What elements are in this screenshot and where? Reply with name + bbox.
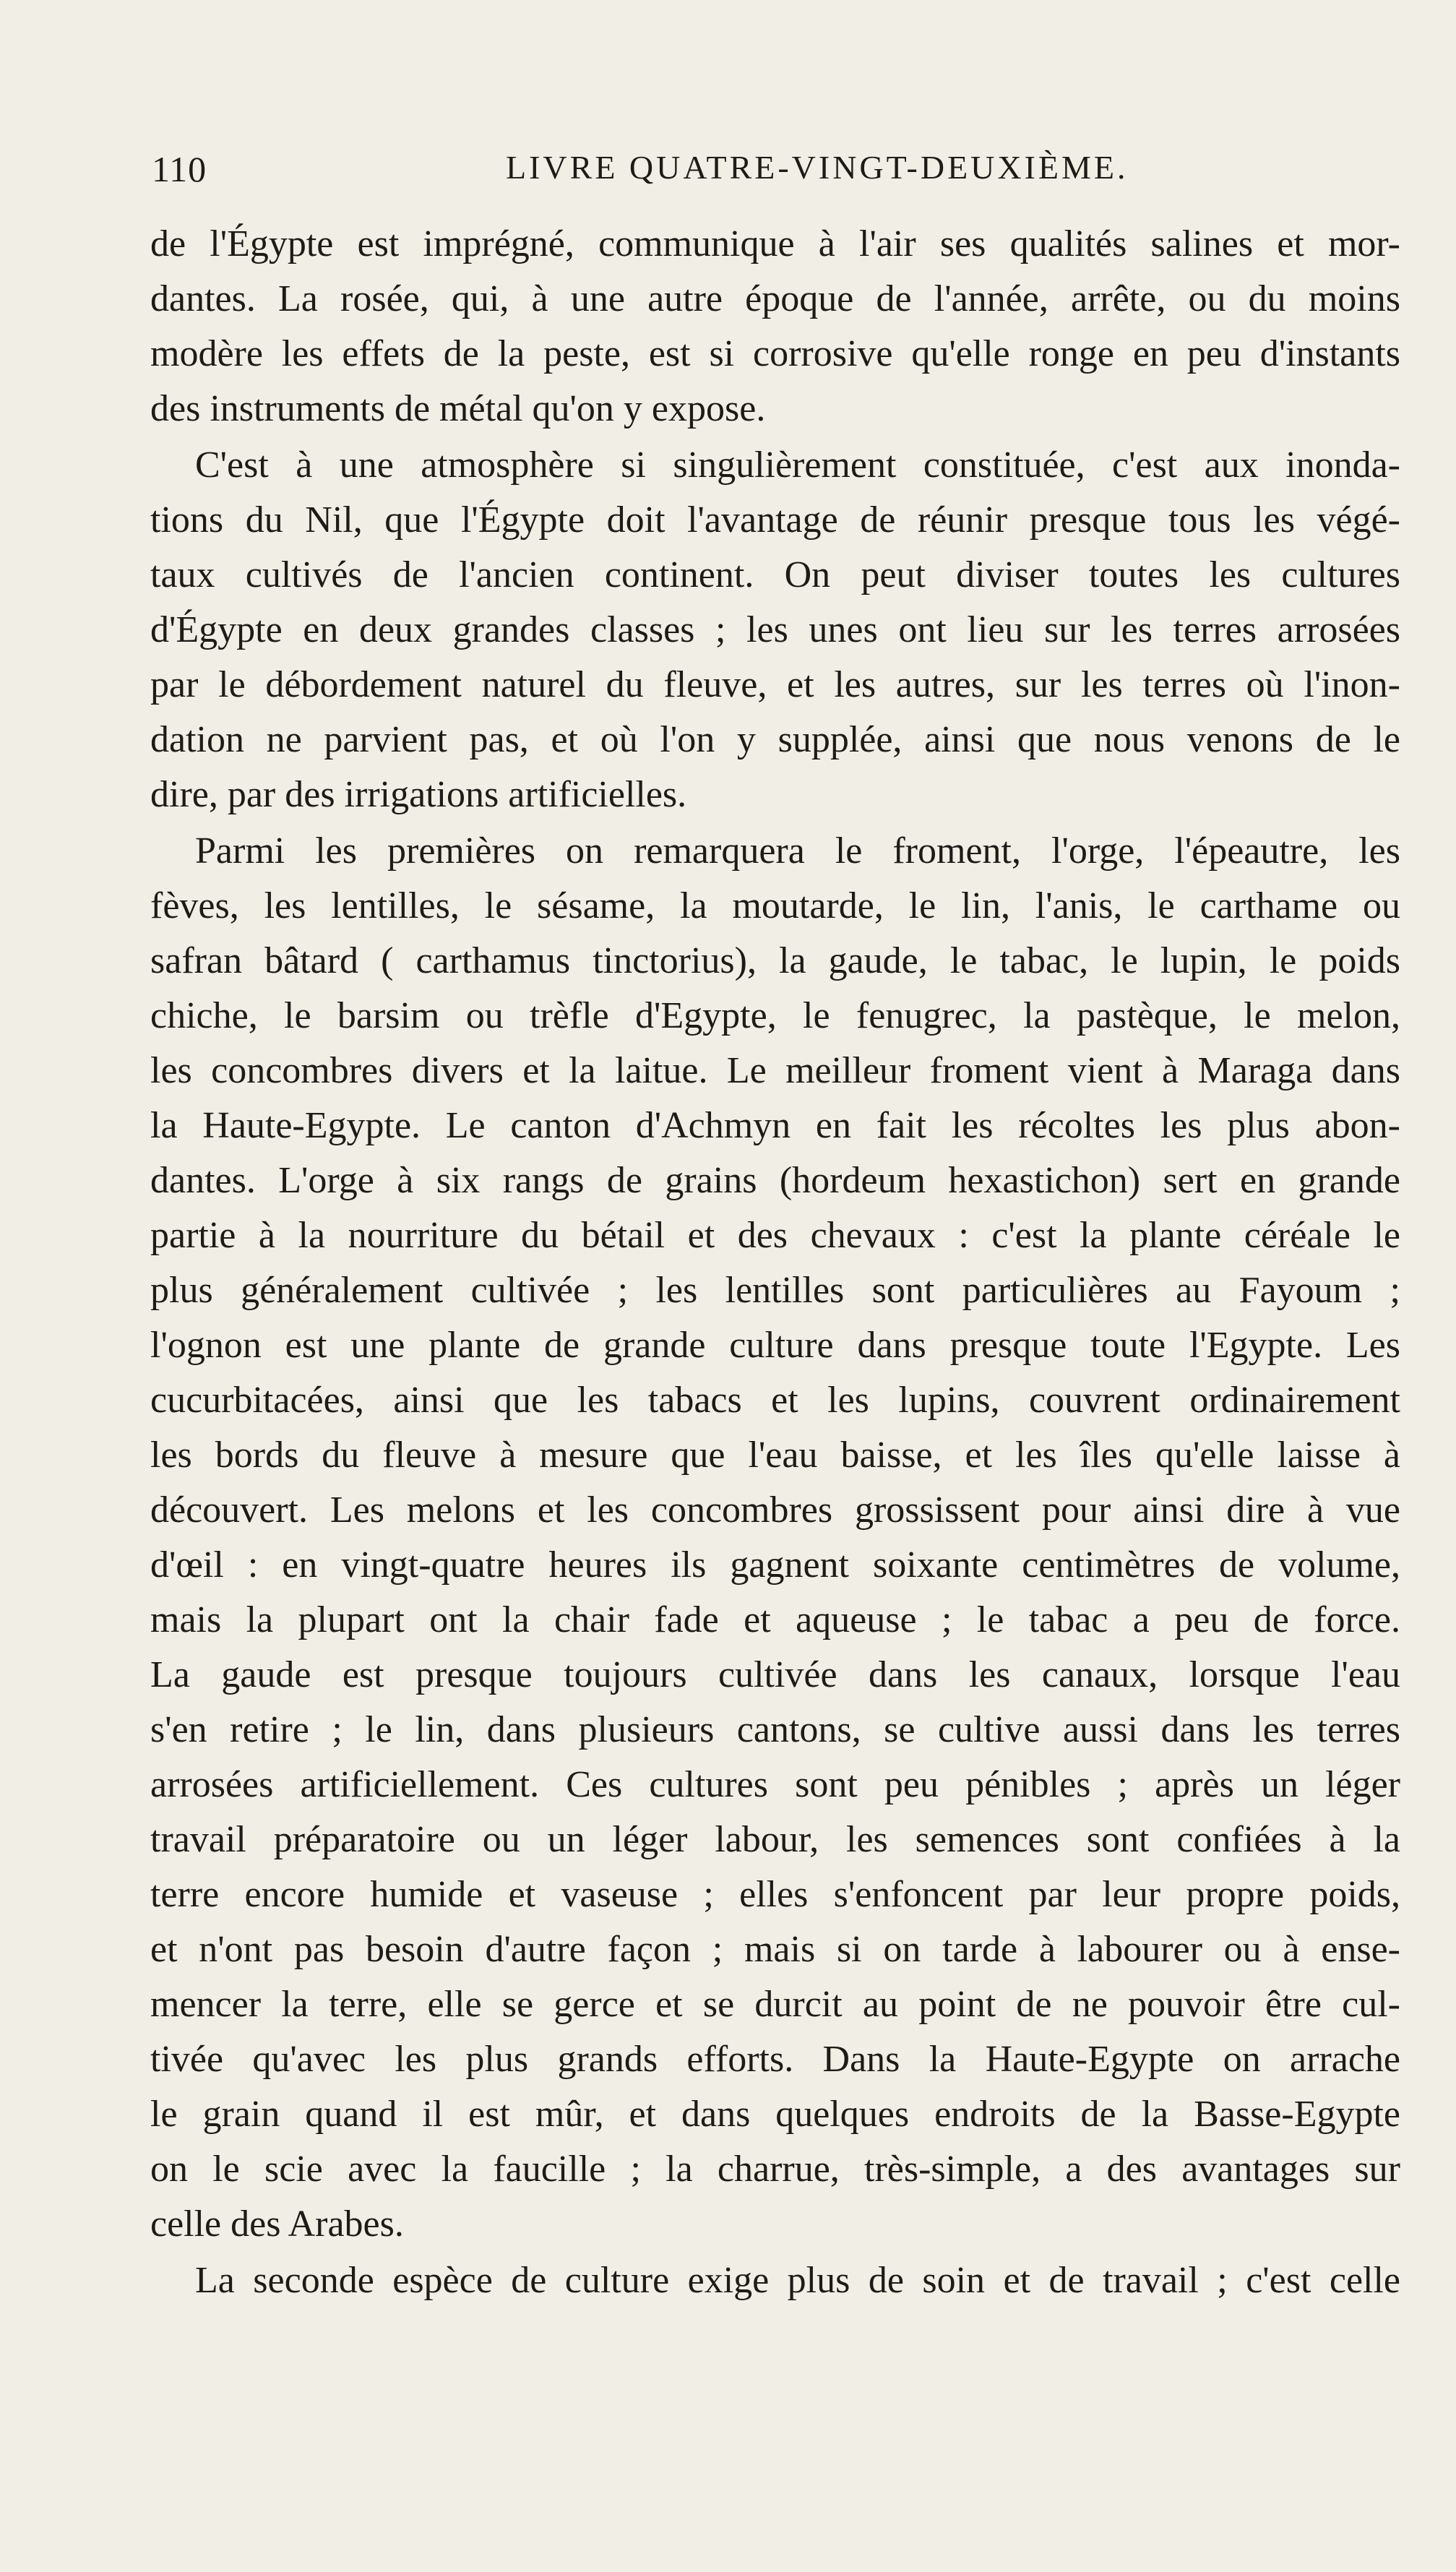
page-number: 110 [152, 149, 207, 189]
text-line: dation ne parvient pas, et où l'on y supplée, ainsi que nous venons de le [150, 719, 1400, 760]
text-line: C'est à une atmosphère si singulièrement constituée, c'est aux inonda- [195, 444, 1400, 486]
text-line: travail préparatoire ou un léger labour, les semences sont confiées à la [150, 1819, 1400, 1860]
body-text [150, 217, 1400, 2308]
text-line: celle des Arabes. [150, 2203, 404, 2245]
paragraph-1 [150, 217, 1400, 436]
text-line: les concombres divers et la laitue. Le meilleur froment vient à Maraga dans [150, 1050, 1400, 1091]
text-line: par le débordement naturel du fleuve, et les autres, sur les terres où l'inon- [150, 664, 1400, 705]
text-line: mencer la terre, elle se gerce et se durcit au point de ne pouvoir être cul- [150, 1984, 1400, 2025]
text-line: taux cultivés de l'ancien continent. On peut diviser toutes les cultures [150, 554, 1400, 595]
text-line: La gaude est presque toujours cultivée dans les canaux, lorsque l'eau [150, 1654, 1400, 1695]
text-line: cucurbitacées, ainsi que les tabacs et les lupins, couvrent ordinairement [150, 1380, 1400, 1421]
text-line: arrosées artificiellement. Ces cultures sont peu pénibles ; après un léger [150, 1764, 1400, 1805]
running-title: LIVRE QUATRE-VINGT-DEUXIÈME. [506, 149, 1129, 186]
text-line: chiche, le barsim ou trèfle d'Egypte, le fenugrec, la pastèque, le melon, [150, 995, 1400, 1036]
text-line: d'Égypte en deux grandes classes ; les unes ont lieu sur les terres arrosées [150, 609, 1400, 650]
text-line: tions du Nil, que l'Égypte doit l'avantage de réunir presque tous les végé- [150, 499, 1400, 541]
text-line: le grain quand il est mûr, et dans quelques endroits de la Basse-Egypte [150, 2094, 1400, 2135]
text-line: l'ognon est une plante de grande culture dans presque toute l'Egypte. Les [150, 1325, 1400, 1366]
text-line: découvert. Les melons et les concombres grossissent pour ainsi dire à vue [150, 1489, 1400, 1531]
text-line: partie à la nourriture du bétail et des chevaux : c'est la plante céréale le [150, 1215, 1400, 1256]
text-line: terre encore humide et vaseuse ; elles s'enfoncent par leur propre poids, [150, 1874, 1400, 1915]
text-line: les bords du fleuve à mesure que l'eau baisse, et les îles qu'elle laisse à [150, 1435, 1400, 1476]
text-line: dantes. La rosée, qui, à une autre époque de l'année, arrête, ou du moins [150, 278, 1400, 319]
text-line: fèves, les lentilles, le sésame, la moutarde, le lin, l'anis, le carthame ou [150, 885, 1400, 926]
text-line: de l'Égypte est imprégné, communique à l'air ses qualités salines et mor- [150, 223, 1400, 264]
paragraph-4 [150, 2253, 1400, 2308]
text-line: des instruments de métal qu'on y expose. [150, 388, 766, 429]
paragraph-3 [150, 824, 1400, 2252]
text-line: mais la plupart ont la chair fade et aqueuse ; le tabac a peu de force. [150, 1599, 1400, 1640]
text-line: la Haute-Egypte. Le canton d'Achmyn en fait les récoltes les plus abon- [150, 1105, 1400, 1146]
paragraph-2 [150, 438, 1400, 822]
text-line: dantes. L'orge à six rangs de grains (hordeum hexastichon) sert en grande [150, 1160, 1400, 1201]
text-line: safran bâtard ( carthamus tinctorius), la gaude, le tabac, le lupin, le poids [150, 940, 1400, 981]
text-line: Parmi les premières on remarquera le froment, l'orge, l'épeautre, les [195, 830, 1400, 872]
text-line: s'en retire ; le lin, dans plusieurs cantons, se cultive aussi dans les terres [150, 1709, 1400, 1750]
text-line: d'œil : en vingt-quatre heures ils gagnent soixante centimètres de volume, [150, 1544, 1400, 1586]
text-line: et n'ont pas besoin d'autre façon ; mais si on tarde à labourer ou à ense- [150, 1929, 1400, 1970]
text-line: on le scie avec la faucille ; la charrue, très-simple, a des avantages sur [150, 2149, 1400, 2190]
text-line: tivée qu'avec les plus grands efforts. Dans la Haute-Egypte on arrache [150, 2039, 1400, 2080]
text-line: La seconde espèce de culture exige plus de soin et de travail ; c'est celle [195, 2260, 1400, 2301]
text-line: dire, par des irrigations artificielles. [150, 774, 687, 815]
text-line: plus généralement cultivée ; les lentilles sont particulières au Fayoum ; [150, 1270, 1400, 1311]
page-header [152, 148, 1395, 199]
text-line: modère les effets de la peste, est si corrosive qu'elle ronge en peu d'instants [150, 333, 1400, 374]
